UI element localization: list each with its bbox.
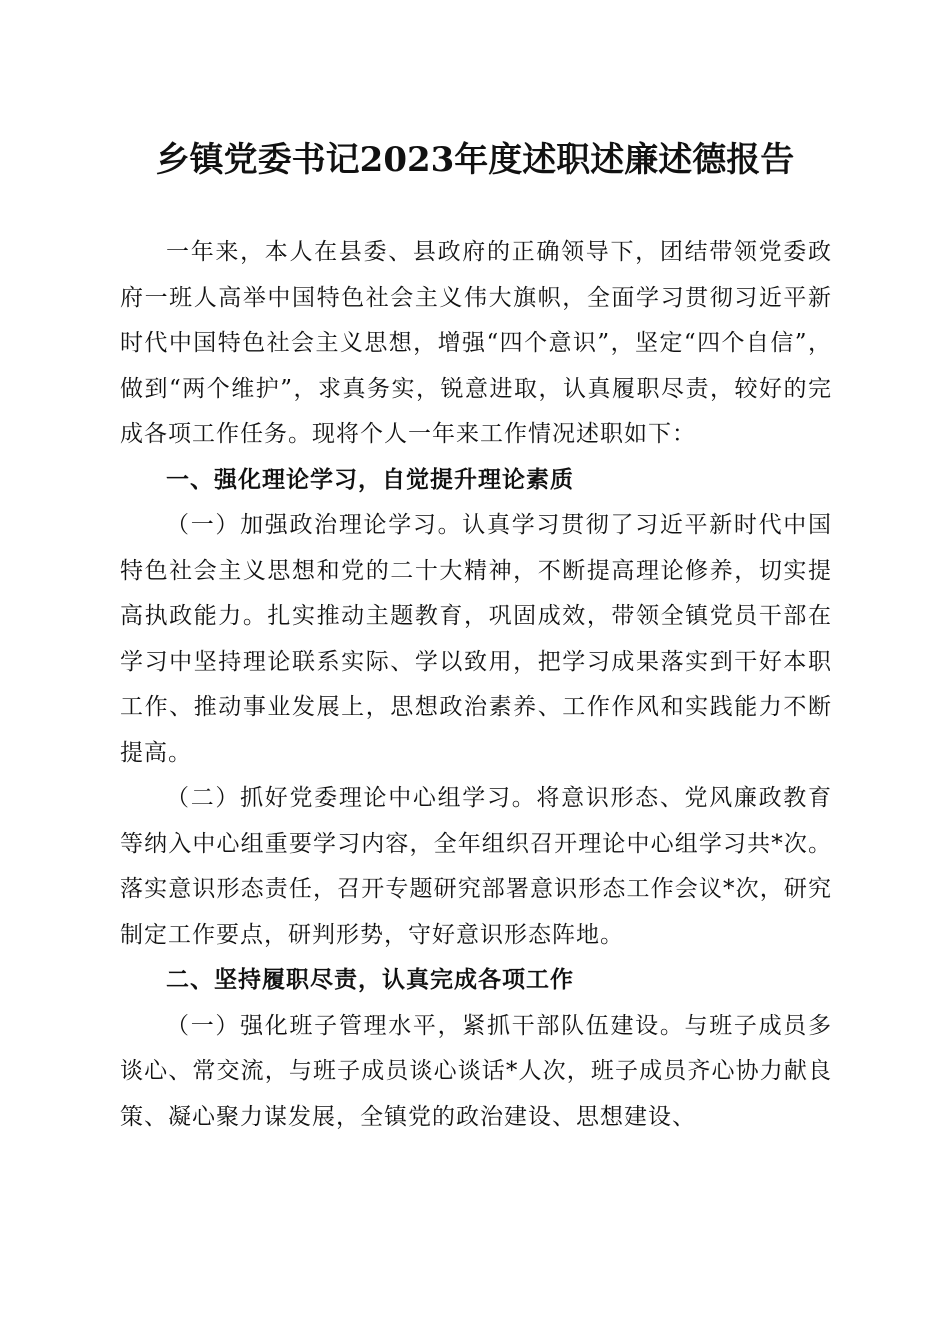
section-2-heading: 二、坚持履职尽责，认真完成各项工作: [166, 967, 574, 993]
intro-paragraph: 一年来，本人在县委、县政府的正确领导下，团结带领党委政府一班人高举中国特色社会主义伟大旗帜，全面学习贯彻习近平新时代中国特色社会主义思想，增强“四个意识”，坚定“四个自信”，做到“两个维护”，求真务实，锐意进取，认真履职尽责，较好的完成各项工作任务。现将个人一年来工作情况述职如下：: [120, 239, 832, 447]
section-1-paragraph-1: （一）加强政治理论学习。认真学习贯彻了习近平新时代中国特色社会主义思想和党的二十大精神，不断提高理论修养，切实提高执政能力。扎实推动主题教育，巩固成效，带领全镇党员干部在学习中坚持理论联系实际、学以致用，把学习成果落实到干好本职工作、推动事业发展上，思想政治素养、工作作风和实践能力不断提高。: [120, 512, 832, 766]
document-body: [120, 230, 832, 1140]
section-2-paragraph-1: （一）强化班子管理水平，紧抓干部队伍建设。与班子成员多谈心、常交流，与班子成员谈心谈话*人次，班子成员齐心协力献良策、凝心聚力谋发展，全镇党的政治建设、思想建设、: [120, 1012, 832, 1130]
section-1-paragraph-2: （二）抓好党委理论中心组学习。将意识形态、党风廉政教育等纳入中心组重要学习内容，全年组织召开理论中心组学习共*次。落实意识形态责任，召开专题研究部署意识形态工作会议*次，研究制定工作要点，研判形势，守好意识形态阵地。: [120, 785, 832, 948]
section-1-heading: 一、强化理论学习，自觉提升理论素质: [166, 466, 574, 493]
document-title: 乡镇党委书记2023年度述职述廉述德报告: [155, 140, 795, 180]
